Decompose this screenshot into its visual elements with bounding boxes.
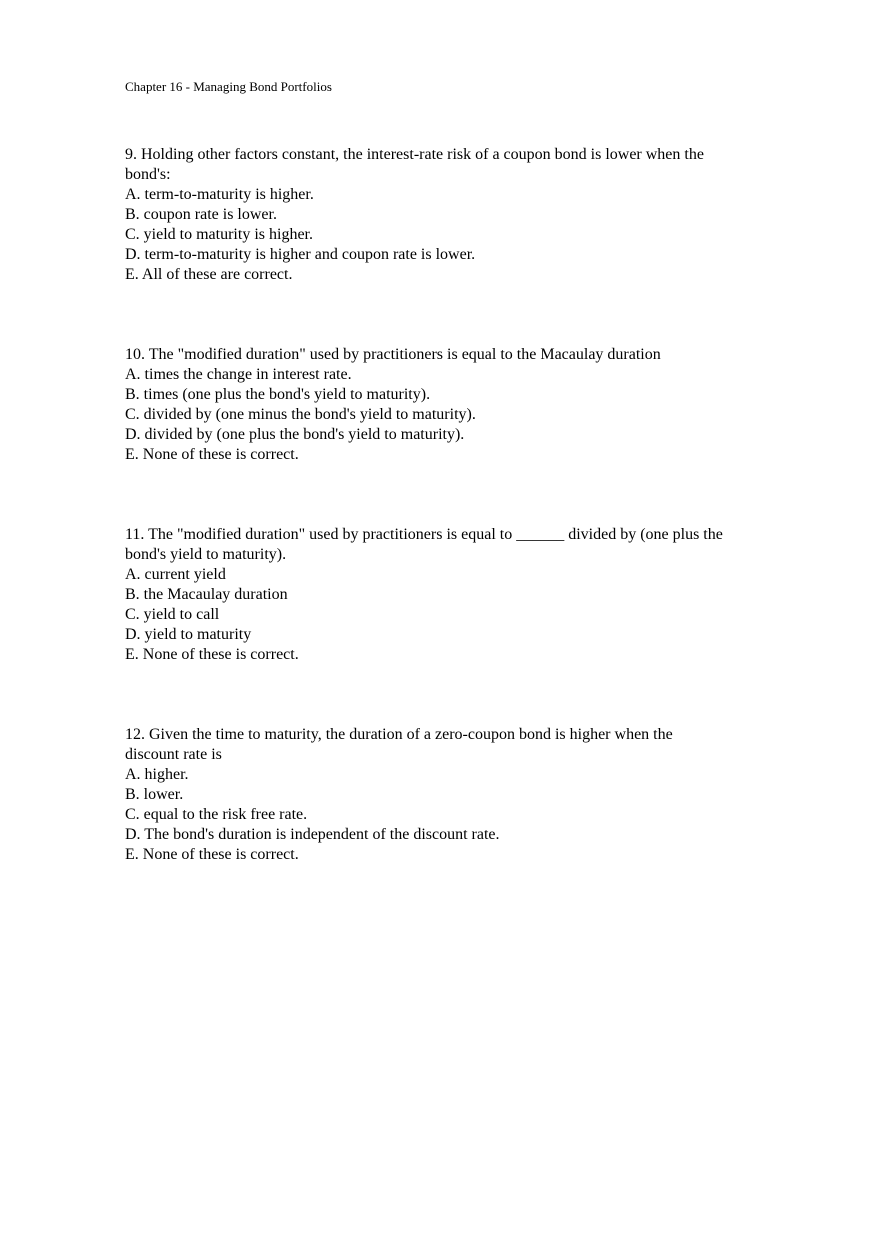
question-stem: 11. The "modified duration" used by practitioners is equal to ______ divided by (one plus the [125,526,723,543]
question-stem: 9. Holding other factors constant, the interest-rate risk of a coupon bond is lower when the [125,146,704,163]
question-9 [125,145,704,285]
question-12 [125,725,673,865]
option-c: C. yield to call [125,606,220,623]
question-stem: 10. The "modified duration" used by practitioners is equal to the Macaulay duration [125,346,661,363]
option-e: E. All of these are correct. [125,266,293,283]
option-e: E. None of these is correct. [125,846,299,863]
option-a: A. higher. [125,766,189,783]
question-stem: discount rate is [125,746,222,763]
question-stem: bond's yield to maturity). [125,546,287,563]
question-11 [125,525,723,665]
question-10 [125,345,661,465]
option-b: B. lower. [125,786,184,803]
option-a: A. term-to-maturity is higher. [125,186,314,203]
option-c: C. yield to maturity is higher. [125,226,313,243]
option-d: D. yield to maturity [125,626,252,643]
option-d: D. term-to-maturity is higher and coupon rate is lower. [125,246,476,263]
question-stem: bond's: [125,166,171,183]
option-a: A. times the change in interest rate. [125,366,352,383]
option-b: B. the Macaulay duration [125,586,288,603]
option-e: E. None of these is correct. [125,446,299,463]
option-b: B. coupon rate is lower. [125,206,277,223]
option-e: E. None of these is correct. [125,646,299,663]
option-b: B. times (one plus the bond's yield to maturity). [125,386,431,403]
page-header: Chapter 16 - Managing Bond Portfolios [125,79,332,94]
option-c: C. divided by (one minus the bond's yield to maturity). [125,406,476,423]
option-a: A. current yield [125,566,226,583]
question-stem: 12. Given the time to maturity, the duration of a zero-coupon bond is higher when the [125,726,673,743]
option-d: D. The bond's duration is independent of the discount rate. [125,826,500,843]
option-d: D. divided by (one plus the bond's yield to maturity). [125,426,465,443]
option-c: C. equal to the risk free rate. [125,806,308,823]
